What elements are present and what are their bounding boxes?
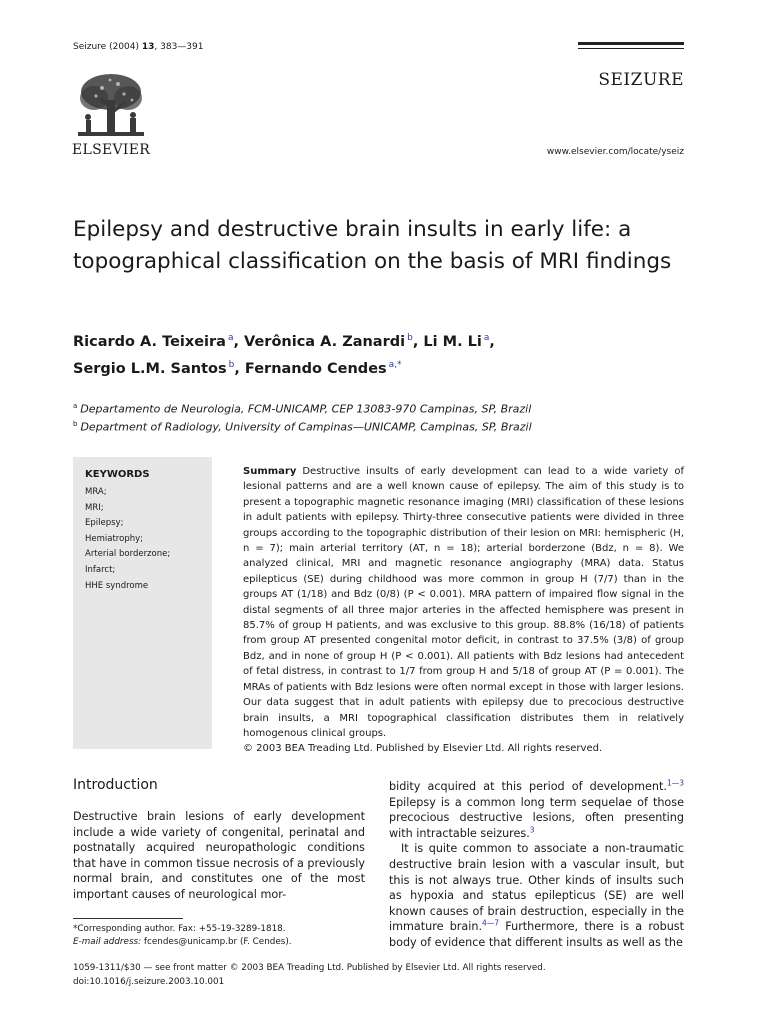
header-rule-thin bbox=[578, 48, 684, 49]
keywords-heading: KEYWORDS bbox=[85, 469, 150, 480]
summary-copyright: © 2003 BEA Treading Ltd. Published by Elsevier Ltd. All rights reserved. bbox=[243, 743, 603, 755]
summary-text: Destructive insults of early development can lead to a wide variety of lesional patterns and are a well known cause of epilepsy. The aim of this study is to present a topographic magnetic resonance imaging (MRI) classification of these lesions in adult patients with epilepsy. Thirty-three consecutive patients were divided in three groups according to the topographic distribution of their lesion on MRI: hemispheric (H, n = 7); main arterial territory (AT, n = 18); arterial borderzone (Bdz, n = 8). We analyzed clinical, MRI and magnetic resonance angiography (MRA) data. Status epilepticus (SE) during childhood was more common in group H (7/7) than in the groups AT (1/18) and Bdz (0/8) (P < 0.001). MRA pattern of impaired flow signal in the distal segments of all three major arteries in the affected hemisphere was present in 85.7% of group H patients, and was exclusive to this group. 88.8% (16/18) of patients from group AT presented congenital motor deficit, in contrast to 37.5% (3/8) of group Bdz, and in none of group H (P < 0.001). All patients with Bdz lesions had antecedent of fetal distress, in contrast to 1/7 from group H and 5/18 of group AT (P = 0.001). The MRAs of patients with Bdz lesions were often normal except in those with larger lesions. Our data suggest that in adult patients with epilepsy due to precocious destructive brain insults, a MRI topographical classification distributes them in relatively homogenous clinical groups. bbox=[243, 466, 684, 739]
summary-label: Summary bbox=[243, 466, 297, 477]
publisher-name: ELSEVIER bbox=[72, 142, 151, 158]
affiliation-item: $^b$ Department of Radiology, University of Campinas—UNICAMP, Campinas, SP, Brazil bbox=[73, 419, 532, 434]
author-name: Verônica A. Zanardi bbox=[244, 333, 406, 350]
affiliations bbox=[73, 399, 693, 434]
keyword-item: Hemiatrophy; bbox=[85, 533, 143, 544]
journal-name: SEIZURE bbox=[598, 70, 684, 90]
author-affiliation-mark[interactable]: a bbox=[483, 333, 490, 343]
elsevier-tree-logo-icon bbox=[72, 70, 150, 142]
corresponding-author-footnote: *Corresponding author. Fax: +55-19-3289-1818. E-mail address: fcendes@unicamp.br (F. Cendes). bbox=[73, 924, 292, 947]
front-matter-line: 1059-1311/$30 — see front matter © 2003 BEA Treading Ltd. Published by Elsevier Ltd. All rights reserved. bbox=[73, 963, 546, 973]
citation-link[interactable]: 1—3 bbox=[666, 778, 684, 788]
page-footer bbox=[73, 961, 693, 989]
keyword-item: MRA; bbox=[85, 487, 107, 497]
body-column-left bbox=[73, 809, 365, 903]
keyword-item: MRI; bbox=[85, 502, 104, 513]
author-list: Ricardo A. Teixeira $^a$, Verônica A. Zanardi $^b$, Li M. Li $^a$, Sergio L.M. Santos $^b$, Fernando Cendes $^{a,*}$ bbox=[73, 333, 495, 377]
journal-reference: Seizure (2004) 13, 383—391 bbox=[73, 42, 204, 52]
author-affiliation-mark[interactable]: a bbox=[227, 333, 234, 343]
introduction-heading: Introduction bbox=[73, 777, 158, 793]
keyword-item: Infarct; bbox=[85, 564, 116, 575]
keyword-item: HHE syndrome bbox=[85, 580, 149, 591]
header-rule-thick bbox=[578, 42, 684, 45]
author-affiliation-mark[interactable]: b bbox=[228, 359, 235, 370]
author-affiliation-mark[interactable]: a,* bbox=[388, 359, 402, 370]
body-column-right bbox=[389, 779, 684, 951]
journal-url[interactable]: www.elsevier.com/locate/yseiz bbox=[546, 147, 684, 157]
footnote-rule bbox=[73, 918, 183, 919]
article-title: Epilepsy and destructive brain insults in early life: a topographical classification on the basis of MRI findings bbox=[73, 217, 672, 274]
abstract-summary bbox=[243, 464, 684, 757]
affiliation-item: $^a$ Departamento de Neurologia, FCM-UNICAMP, CEP 13083-970 Campinas, SP, Brazil bbox=[73, 402, 532, 416]
intro-paragraph: bidity acquired at this period of development.$^{1—3}$ Epilepsy is a common long term sequelae of those precocious destructive lesions, often presenting with intractable seizures.$^3$ bbox=[389, 778, 684, 840]
intro-paragraph: It is quite common to associate a non-traumatic destructive brain lesion with a vascular insult, but this is not always true. Other kinds of insults such as hypoxia and status epilepticus (SE) are well known causes of brain destruction, especially in the immature brain.$^{4—7}$ Furthermore, there is a robust body of evidence that different insults as well as the bbox=[389, 842, 684, 949]
keyword-item: Epilepsy; bbox=[85, 518, 124, 529]
keywords-box bbox=[73, 457, 212, 749]
author-name: Fernando Cendes bbox=[244, 360, 387, 377]
doi-line[interactable]: doi:10.1016/j.seizure.2003.10.001 bbox=[73, 977, 225, 987]
keywords-list bbox=[85, 485, 170, 594]
author-name: Sergio L.M. Santos bbox=[73, 360, 227, 377]
keyword-item: Arterial borderzone; bbox=[85, 549, 171, 560]
author-affiliation-mark[interactable]: b bbox=[407, 333, 413, 343]
author-name: Li M. Li bbox=[423, 333, 482, 350]
author-email[interactable]: fcendes@unicamp.br (F. Cendes). bbox=[141, 937, 292, 947]
citation-link[interactable]: 4—7 bbox=[482, 918, 500, 928]
author-name: Ricardo A. Teixeira bbox=[73, 333, 226, 350]
citation-link[interactable]: 3 bbox=[529, 825, 535, 835]
intro-paragraph: Destructive brain lesions of early development include a wide variety of congenital, perinatal and postnatally acquired neuropathologic conditions that have in common tissue necrosis of a previously normal brain, and constitutes one of the most important causes of neurological mor- bbox=[73, 810, 365, 901]
